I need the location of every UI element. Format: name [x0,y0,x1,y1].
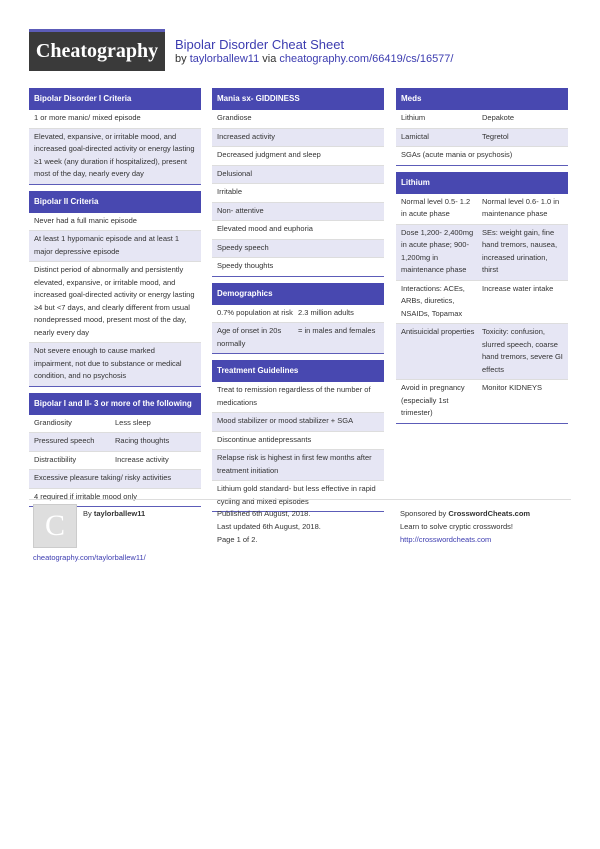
page-title: Bipolar Disorder Cheat Sheet [175,37,345,52]
section-title: Meds [396,88,568,110]
table-row [29,452,201,471]
table-cell: Increased activity [217,131,275,141]
table-row [212,382,384,413]
table-row [396,110,568,129]
table-row [212,305,384,324]
table-row [212,166,384,185]
table-cell: Mood stabilizer or mood stabilizer + SGA [217,416,354,425]
sponsor-url[interactable]: http://crosswordcheats.com [400,535,492,544]
table-row [212,240,384,259]
table-row [212,203,384,222]
table-cell: 2.3 million adults [298,307,354,317]
table-cell: Not severe enough to cause marked impairment, not due to substance or medical condition, and no psychosis [34,346,182,380]
sponsor-tagline: Learn to solve cryptic crosswords! [400,522,513,531]
table-row [396,225,568,281]
cheatography-logo[interactable] [29,29,165,71]
table-cell: Lamictal [401,131,429,141]
table-cell: SGAs (acute mania or psychosis) [401,150,513,159]
table-cell: Distinct period of abnormally and persistently elevated, expansive, or irritable mood, and increased goal-directed activity or energy lasting ≥4 but <7 days, and clearly different from usual nondepressed mood, present most of the day, nearly every day [34,265,195,337]
table-cell: Non- attentive [217,205,264,215]
table-row [29,213,201,232]
section [29,191,201,387]
updated-date: Last updated 6th August, 2018. [217,522,321,531]
table-row [212,413,384,432]
section-title: Bipolar II Criteria [29,191,201,213]
section-title: Mania sx- GIDDINESS [212,88,384,110]
table-row [212,184,384,203]
sheet-url-link[interactable]: cheatography.com/66419/cs/16577/ [279,53,454,65]
column-2 [212,88,384,518]
footer-by-label: By [83,509,92,518]
footer-sponsor [400,507,530,546]
table-row [29,110,201,129]
table-cell: 4 required if irritable mood only [34,491,137,501]
table-cell: Antisuicidal properties [401,327,475,336]
table-row [212,129,384,148]
footer-author-url[interactable]: cheatography.com/taylorballew11/ [33,553,146,562]
table-row [396,129,568,148]
section [396,172,568,424]
table-cell: Interactions: ACEs, ARBs, diuretics, NSAIDs, Topamax [401,283,465,318]
footer-divider [29,499,571,500]
table-cell: Increase activity [115,454,169,464]
by-label: by [175,53,187,65]
logo-text: Cheatography [35,40,159,62]
table-cell: Relapse risk is highest in first few months after treatment initiation [217,453,372,475]
section-title: Demographics [212,283,384,305]
footer-author [83,507,145,520]
page-number: Page 1 of 2. [217,535,258,544]
table-cell: Normal level 0.5- 1.2 in acute phase [401,196,471,218]
table-row [212,432,384,451]
sponsor-name[interactable]: CrosswordCheats.com [448,509,531,518]
table-cell: Delusional [217,168,253,178]
table-cell: Lithium gold standard- but less effective in rapid cycling and mixed episodes [217,484,376,506]
table-row [29,262,201,343]
table-cell: Tegretol [482,131,509,141]
author-avatar[interactable] [33,504,77,548]
table-cell: Treat to remission regardless of the number of medications [217,385,371,407]
table-row [396,324,568,380]
table-row [212,147,384,166]
table-cell: Distractibility [34,454,77,464]
footer-author-name: taylorballew11 [93,509,146,518]
table-cell: Toxicity: confusion, slurred speech, coarse hand tremors, severe GI effects [482,327,563,374]
table-row [396,281,568,325]
table-row [396,194,568,225]
table-row [29,343,201,386]
section [396,88,568,166]
table-cell: Speedy speech [217,242,269,252]
table-cell: Racing thoughts [115,436,170,445]
sponsor-prefix: Sponsored by [400,509,447,518]
table-cell: Normal level 0.6- 1.0 in maintenance phase [482,196,560,218]
table-cell: Less sleep [115,417,151,427]
table-cell: Elevated, expansive, or irritable mood, and increased goal-directed activity or energy lasting ≥1 week (any duration if hospitalized), present most of the day, nearly every day [34,131,195,178]
via-label: via [262,53,277,65]
table-cell: Increase water intake [482,283,554,293]
table-row [212,450,384,481]
table-row [212,221,384,240]
section [29,88,201,185]
section [212,88,384,277]
section [212,360,384,512]
section-title: Lithium [396,172,568,194]
table-cell: Elevated mood and euphoria [217,224,313,233]
table-row [396,380,568,423]
table-cell: Discontinue antidepressants [217,434,312,444]
table-cell: Pressured speech [34,436,95,445]
table-cell: Grandiose [217,113,252,122]
table-cell: Age of onset in 20s normally [217,326,282,348]
table-cell: 1 or more manic/ mixed episode [34,113,141,122]
sponsor-line-1 [400,507,530,520]
table-cell: Lithium [401,113,426,122]
table-cell: = in males and females [298,326,376,335]
table-row [29,470,201,489]
table-cell: Excessive pleasure taking/ risky activities [34,473,172,482]
table-cell: Dose 1,200- 2,400mg in acute phase; 900- 1,200mg in maintenance phase [401,227,474,274]
table-cell: Grandiosity [34,417,72,427]
section [29,393,201,508]
table-cell: Avoid in pregnancy (especially 1st trimester) [401,383,465,417]
column-1 [29,88,201,513]
table-cell: At least 1 hypomanic episode and at least 1 major depressive episode [34,234,180,256]
table-row [396,147,568,165]
table-cell: Never had a full manic episode [34,215,137,225]
section-title: Bipolar I and II- 3 or more of the following [29,393,201,415]
table-cell: Decreased judgment and sleep [217,150,321,159]
table-row [212,258,384,276]
byline [175,53,453,65]
author-link[interactable]: taylorballew11 [189,53,260,65]
table-cell: Monitor KIDNEYS [482,383,543,392]
table-cell: Speedy thoughts [217,261,274,270]
table-row [29,129,201,184]
avatar-letter: C [44,509,65,542]
table-row [29,415,201,434]
footer-dates [217,507,321,546]
table-cell: SEs: weight gain, fine hand tremors, nausea, increased urination, thirst [482,227,558,274]
table-cell: Irritable [217,187,243,196]
section-title: Treatment Guidelines [212,360,384,382]
table-row [212,323,384,353]
published-date: Published 6th August, 2018. [217,509,311,518]
table-row [29,433,201,452]
table-row [212,110,384,129]
section-title: Bipolar Disorder I Criteria [29,88,201,110]
section [212,283,384,355]
column-3 [396,88,568,430]
table-row [29,231,201,262]
table-cell: 0.7% population at risk [217,307,293,317]
table-cell: Depakote [482,113,515,122]
